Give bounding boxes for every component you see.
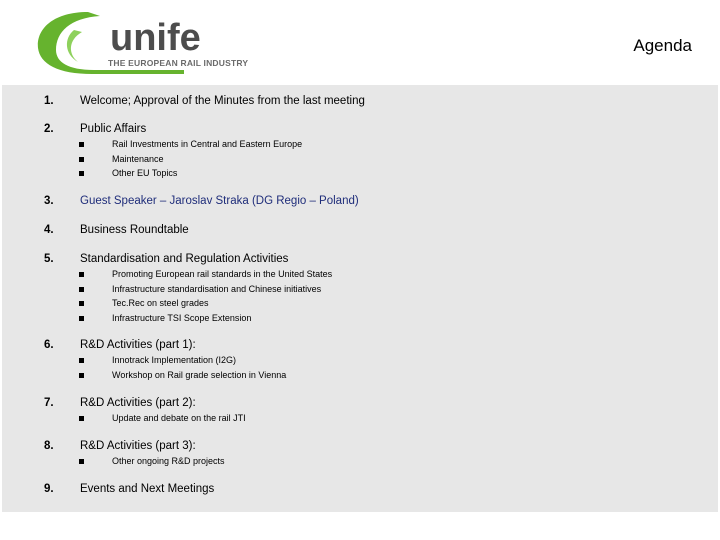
agenda-subitem [2,298,718,312]
agenda-subitem [2,269,718,283]
square-bullet-icon [79,459,84,464]
agenda-item-number: 5. [44,253,54,265]
agenda-subitem-text: Innotrack Implementation (I2G) [112,355,237,365]
agenda-item-number: 7. [44,397,54,409]
agenda-item-number: 4. [44,224,54,236]
agenda-item-number: 1. [44,95,54,107]
agenda-item-title: Business Roundtable [80,224,189,236]
agenda-subitem-text: Rail Investments in Central and Eastern Europe [112,139,303,149]
agenda-item-title: Events and Next Meetings [80,483,215,495]
agenda-subitem [2,355,718,369]
agenda-item-title: Guest Speaker – Jaroslav Straka (DG Regio – Poland) [80,195,359,207]
agenda-item-title: R&D Activities (part 2): [80,397,196,409]
agenda-subitem [2,456,718,470]
agenda-subitem [2,168,718,182]
agenda-subitem [2,313,718,327]
agenda-item-number: 8. [44,440,54,452]
square-bullet-icon [79,287,84,292]
agenda-item-number: 3. [44,195,54,207]
agenda-subitem [2,139,718,153]
agenda-subitem [2,370,718,384]
square-bullet-icon [79,358,84,363]
agenda-item-title: Public Affairs [80,123,147,135]
agenda-item-title: R&D Activities (part 3): [80,440,196,452]
square-bullet-icon [79,416,84,421]
agenda-item-title: Standardisation and Regulation Activities [80,253,289,265]
agenda-item-title: Welcome; Approval of the Minutes from the last meeting [80,95,365,107]
agenda-subitem [2,413,718,427]
square-bullet-icon [79,272,84,277]
agenda-subitem-text: Workshop on Rail grade selection in Vienna [112,369,287,380]
agenda-subitem-text: Infrastructure TSI Scope Extension [112,312,252,323]
logo-wordmark: unife [110,17,201,59]
square-bullet-icon [79,316,84,321]
agenda-subitem-text: Maintenance [112,153,164,164]
agenda-subitem-text: Tec.Rec on steel grades [112,298,209,308]
agenda-item-title: R&D Activities (part 1): [80,339,196,351]
unife-logo [34,8,264,76]
agenda-subitem-text: Other EU Topics [112,168,178,178]
page-title: Agenda [633,36,692,55]
square-bullet-icon [79,171,84,176]
agenda-item-number: 9. [44,483,54,495]
logo-tagline: THE EUROPEAN RAIL INDUSTRY [108,58,249,68]
agenda-subitem-text: Other ongoing R&D projects [112,456,225,466]
agenda-subitem [2,284,718,298]
square-bullet-icon [79,373,84,378]
agenda-item-number: 6. [44,339,54,351]
agenda-panel [2,85,718,512]
square-bullet-icon [79,142,84,147]
agenda-subitem-text: Infrastructure standardisation and Chinese initiatives [112,283,322,294]
agenda-item-number: 2. [44,123,54,135]
agenda-subitem [2,154,718,168]
square-bullet-icon [79,301,84,306]
agenda-subitem-text: Update and debate on the rail JTI [112,413,246,423]
agenda-subitem-text: Promoting European rail standards in the United States [112,269,333,279]
square-bullet-icon [79,157,84,162]
